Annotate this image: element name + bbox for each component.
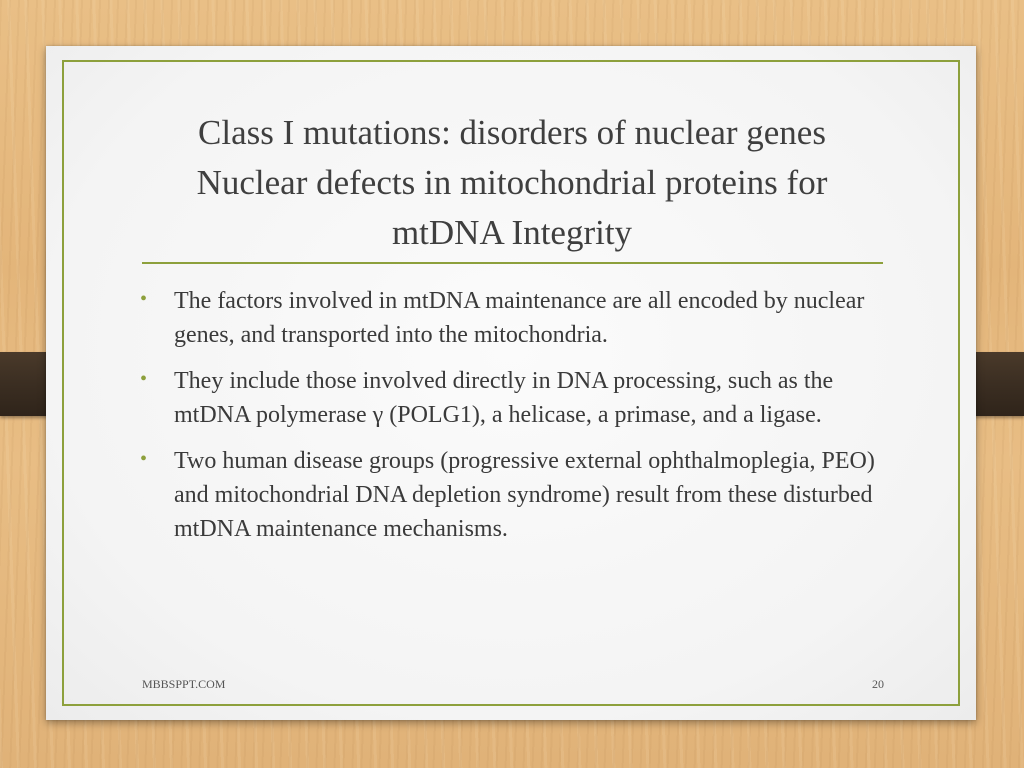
title-divider	[142, 262, 883, 264]
bullet-item-2	[138, 364, 898, 432]
bullet-item-3	[138, 444, 898, 546]
bullet-item-1	[138, 284, 898, 352]
bullet-icon: •	[140, 448, 148, 470]
bullet-text-2: They include those involved directly in DNA processing, such as the mtDNA polymerase γ (POLG1), a helicase, a primase, and a ligase.	[174, 368, 834, 428]
bullet-icon: •	[140, 368, 148, 390]
bullet-icon: •	[140, 288, 148, 310]
slide-paper	[46, 46, 976, 720]
footer-source: MBBSPPT.COM	[142, 677, 226, 691]
title-line-1: Class I mutations: disorders of nuclear genes	[198, 113, 826, 152]
bullet-list	[138, 284, 898, 558]
bullet-text-3: Two human disease groups (progressive external ophthalmoplegia, PEO) and mitochondrial DNA depletion syndrome) result from these disturbed mtDNA maintenance mechanisms.	[174, 448, 875, 542]
slide-title	[112, 108, 912, 258]
bullet-text-1: The factors involved in mtDNA maintenance are all encoded by nuclear genes, and transported into the mitochondria.	[174, 288, 865, 348]
title-line-3: mtDNA Integrity	[391, 213, 633, 252]
title-line-2: Nuclear defects in mitochondrial proteins for	[196, 163, 828, 202]
slide-number: 20	[872, 677, 884, 691]
